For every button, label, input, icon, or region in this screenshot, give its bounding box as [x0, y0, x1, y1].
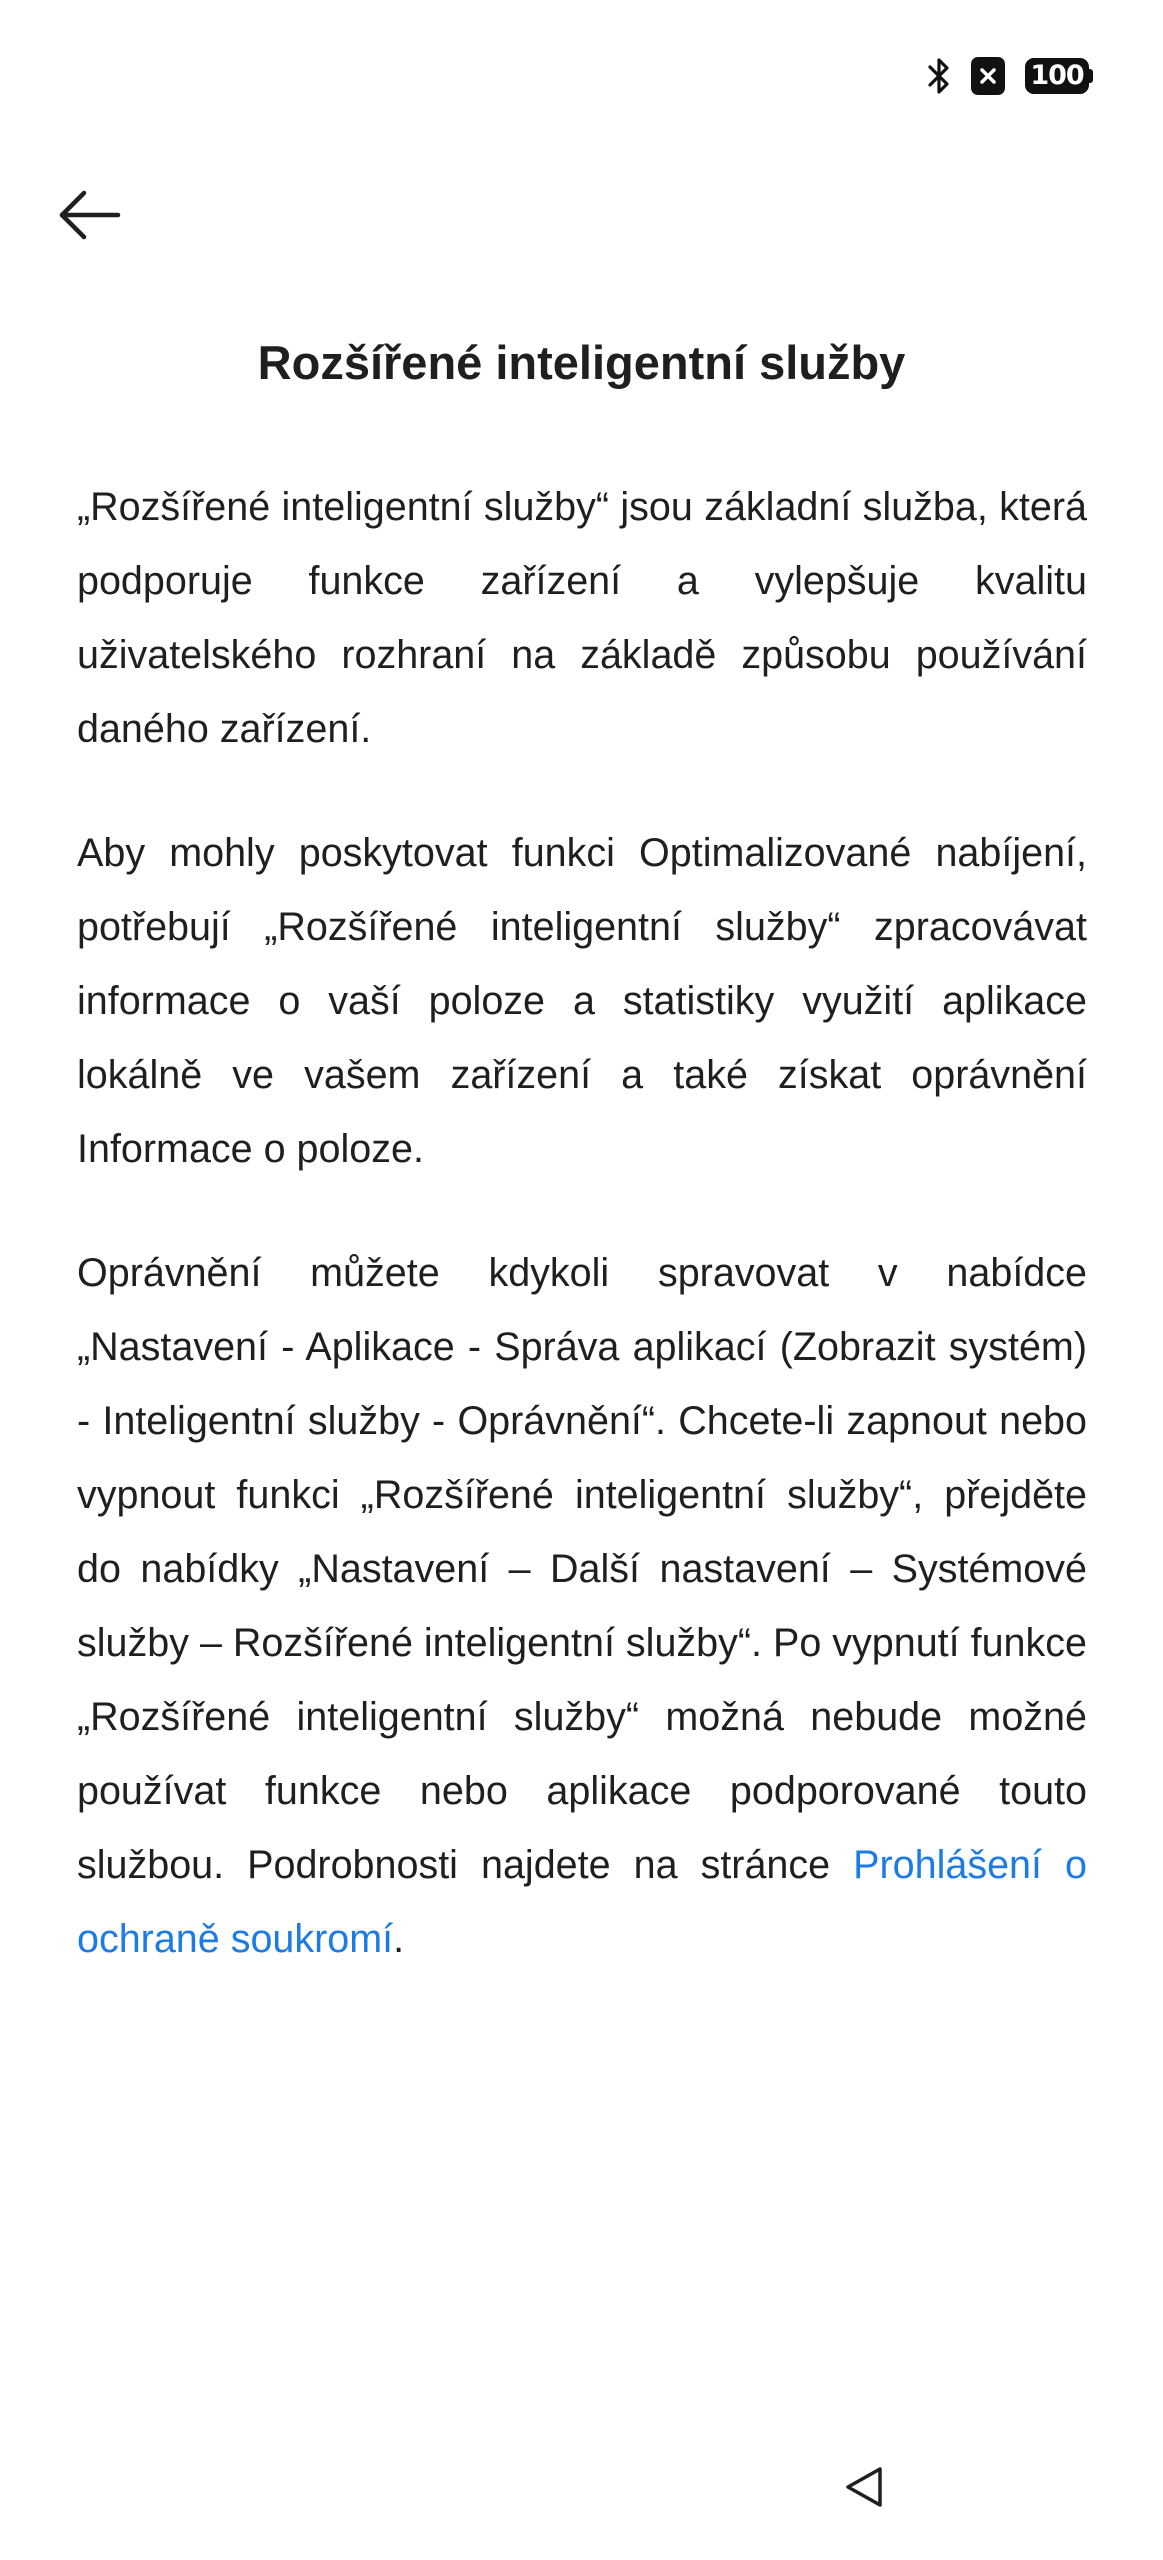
privacy-statement-link[interactable]: Prohlášení o ochraně soukromí — [77, 1843, 1087, 1961]
paragraph-end: . — [393, 1917, 405, 1961]
status-icons — [927, 54, 1093, 98]
paragraph-permissions — [77, 1236, 1087, 1976]
triangle-back-icon — [840, 2462, 890, 2512]
status-bar — [0, 0, 1163, 150]
back-button[interactable] — [50, 180, 130, 250]
arrow-left-icon — [58, 190, 122, 240]
nav-back-button[interactable] — [840, 2462, 890, 2512]
content — [77, 470, 1087, 2026]
sim-disabled-icon — [971, 57, 1005, 95]
paragraph-permissions-text: Oprávnění můžete kdykoli spravovat v nabídce „Nastavení - Aplikace - Správa aplikací (Zobrazit systém) - Inteligentní služby - Oprávnění“. Chcete-li zapnout nebo vypnout funkci „Rozšířené inteligentní služby“, přejděte do nabídky „Nastavení – Další nastavení – Systémové služby – Rozšířené inteligentní služby“. Po vypnutí funkce „Rozšířené inteligentní služby“ možná nebude možné používat funkce nebo aplikace podporované touto službou. Podrobnosti najdete na stránce — [77, 1251, 1087, 1887]
battery-level: 100 — [1025, 58, 1089, 94]
bluetooth-icon — [927, 56, 951, 96]
battery-icon — [1025, 58, 1093, 94]
page-title: Rozšířené inteligentní služby — [257, 336, 906, 389]
paragraph-intro: „Rozšířené inteligentní služby“ jsou základní služba, která podporuje funkce zařízení a vylepšuje kvalitu uživatelského rozhraní na základě způsobu používání daného zařízení. — [77, 485, 1087, 751]
paragraph-location: Aby mohly poskytovat funkci Optimalizované nabíjení, potřebují „Rozšířené inteligentní služby“ zpracovávat informace o vaší poloze a statistiky využití aplikace lokálně ve vašem zařízení a také získat oprávnění Informace o poloze. — [77, 831, 1087, 1171]
